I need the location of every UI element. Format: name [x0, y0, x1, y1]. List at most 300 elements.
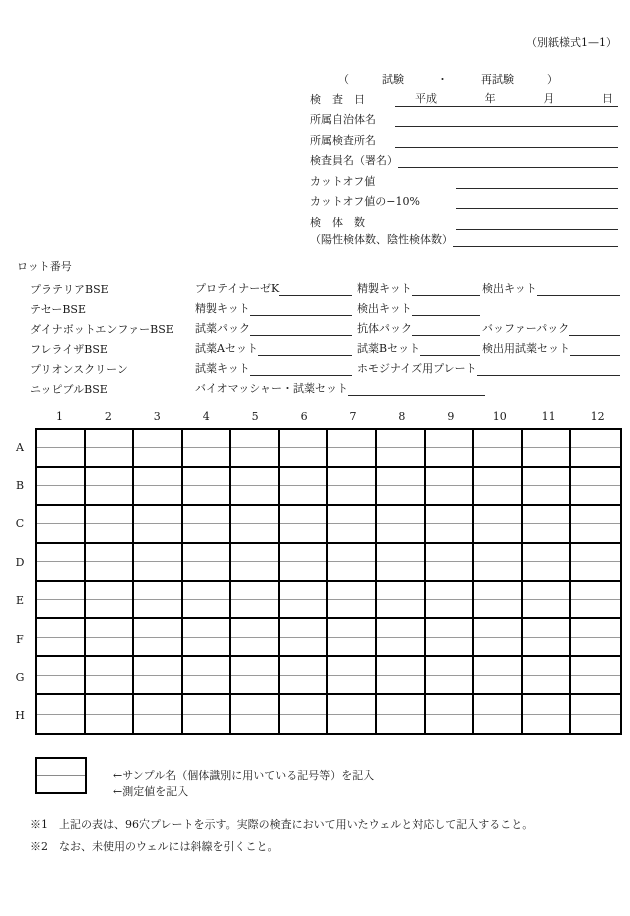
well-H11[interactable] — [523, 695, 572, 733]
well-B2-value-half[interactable] — [86, 486, 133, 503]
well-C1[interactable] — [37, 506, 86, 544]
lot-number-input-line[interactable] — [250, 301, 352, 316]
well-A3[interactable] — [134, 430, 183, 468]
well-B4-sample-half[interactable] — [183, 468, 230, 486]
well-H12-sample-half[interactable] — [571, 695, 620, 714]
well-D11-value-half[interactable] — [523, 562, 570, 579]
well-H11-value-half[interactable] — [523, 715, 570, 733]
well-A9-sample-half[interactable] — [426, 430, 473, 448]
well-C4-sample-half[interactable] — [183, 506, 230, 524]
well-E11-sample-half[interactable] — [523, 582, 570, 600]
well-F12-value-half[interactable] — [571, 638, 620, 655]
well-B10-sample-half[interactable] — [474, 468, 521, 486]
well-H7-sample-half[interactable] — [328, 695, 375, 714]
well-A9[interactable] — [426, 430, 475, 468]
well-E6[interactable] — [280, 582, 329, 620]
well-A8-sample-half[interactable] — [377, 430, 424, 448]
well-H2-sample-half[interactable] — [86, 695, 133, 714]
well-C2-value-half[interactable] — [86, 524, 133, 541]
well-A11[interactable] — [523, 430, 572, 468]
well-F3-value-half[interactable] — [134, 638, 181, 655]
well-D7-value-half[interactable] — [328, 562, 375, 579]
well-C5-sample-half[interactable] — [231, 506, 278, 524]
well-F10-value-half[interactable] — [474, 638, 521, 655]
well-C5[interactable] — [231, 506, 280, 544]
well-E6-value-half[interactable] — [280, 600, 327, 617]
well-D1-sample-half[interactable] — [37, 544, 84, 562]
well-H4-value-half[interactable] — [183, 715, 230, 733]
well-H4-sample-half[interactable] — [183, 695, 230, 714]
well-G5-value-half[interactable] — [231, 676, 278, 693]
well-G12-value-half[interactable] — [571, 676, 620, 693]
well-A4[interactable] — [183, 430, 232, 468]
well-D5-value-half[interactable] — [231, 562, 278, 579]
well-H9[interactable] — [426, 695, 475, 733]
well-A7[interactable] — [328, 430, 377, 468]
well-B5[interactable] — [231, 468, 280, 506]
well-C3-sample-half[interactable] — [134, 506, 181, 524]
well-C9-value-half[interactable] — [426, 524, 473, 541]
well-G7-sample-half[interactable] — [328, 657, 375, 675]
well-B12-sample-half[interactable] — [571, 468, 620, 486]
well-C12-value-half[interactable] — [571, 524, 620, 541]
well-F9-sample-half[interactable] — [426, 619, 473, 637]
well-E5-value-half[interactable] — [231, 600, 278, 617]
well-G3-sample-half[interactable] — [134, 657, 181, 675]
well-E2[interactable] — [86, 582, 135, 620]
well-G1-sample-half[interactable] — [37, 657, 84, 675]
well-D1[interactable] — [37, 544, 86, 582]
well-D2[interactable] — [86, 544, 135, 582]
well-E9-sample-half[interactable] — [426, 582, 473, 600]
well-A3-sample-half[interactable] — [134, 430, 181, 448]
well-B8-sample-half[interactable] — [377, 468, 424, 486]
well-C1-value-half[interactable] — [37, 524, 84, 541]
well-H6-value-half[interactable] — [280, 715, 327, 733]
well-C7-sample-half[interactable] — [328, 506, 375, 524]
well-C8-value-half[interactable] — [377, 524, 424, 541]
well-C4-value-half[interactable] — [183, 524, 230, 541]
well-H1[interactable] — [37, 695, 86, 733]
well-F6-sample-half[interactable] — [280, 619, 327, 637]
well-F10[interactable] — [474, 619, 523, 657]
well-D6-value-half[interactable] — [280, 562, 327, 579]
well-A6-value-half[interactable] — [280, 448, 327, 465]
well-H8[interactable] — [377, 695, 426, 733]
well-G6-sample-half[interactable] — [280, 657, 327, 675]
well-E12-value-half[interactable] — [571, 600, 620, 617]
well-E6-sample-half[interactable] — [280, 582, 327, 600]
well-H1-value-half[interactable] — [37, 715, 84, 733]
well-A2-value-half[interactable] — [86, 448, 133, 465]
well-A10[interactable] — [474, 430, 523, 468]
well-H10-sample-half[interactable] — [474, 695, 521, 714]
well-F1[interactable] — [37, 619, 86, 657]
well-A12-value-half[interactable] — [571, 448, 620, 465]
well-B1-value-half[interactable] — [37, 486, 84, 503]
well-D8-sample-half[interactable] — [377, 544, 424, 562]
well-D4-value-half[interactable] — [183, 562, 230, 579]
well-D9[interactable] — [426, 544, 475, 582]
well-D3-sample-half[interactable] — [134, 544, 181, 562]
well-H7-value-half[interactable] — [328, 715, 375, 733]
well-F6-value-half[interactable] — [280, 638, 327, 655]
field-input-line-cutoff-minus-10pct[interactable] — [456, 191, 618, 209]
well-G7-value-half[interactable] — [328, 676, 375, 693]
well-C4[interactable] — [183, 506, 232, 544]
lot-number-input-line[interactable] — [279, 281, 352, 296]
well-D5-sample-half[interactable] — [231, 544, 278, 562]
well-E1-value-half[interactable] — [37, 600, 84, 617]
well-H9-value-half[interactable] — [426, 715, 473, 733]
well-G11-value-half[interactable] — [523, 676, 570, 693]
well-A6[interactable] — [280, 430, 329, 468]
well-A12[interactable] — [571, 430, 620, 468]
well-A1[interactable] — [37, 430, 86, 468]
well-G3-value-half[interactable] — [134, 676, 181, 693]
well-E7-value-half[interactable] — [328, 600, 375, 617]
well-F4[interactable] — [183, 619, 232, 657]
well-C7-value-half[interactable] — [328, 524, 375, 541]
well-B12-value-half[interactable] — [571, 486, 620, 503]
well-C12-sample-half[interactable] — [571, 506, 620, 524]
well-B10[interactable] — [474, 468, 523, 506]
well-D7-sample-half[interactable] — [328, 544, 375, 562]
well-H5-value-half[interactable] — [231, 715, 278, 733]
well-H2[interactable] — [86, 695, 135, 733]
well-F4-sample-half[interactable] — [183, 619, 230, 637]
well-G6-value-half[interactable] — [280, 676, 327, 693]
well-E8-value-half[interactable] — [377, 600, 424, 617]
well-G9-sample-half[interactable] — [426, 657, 473, 675]
well-H12[interactable] — [571, 695, 620, 733]
well-B3-value-half[interactable] — [134, 486, 181, 503]
well-F6[interactable] — [280, 619, 329, 657]
well-F5-value-half[interactable] — [231, 638, 278, 655]
well-F9-value-half[interactable] — [426, 638, 473, 655]
well-B3[interactable] — [134, 468, 183, 506]
well-C8-sample-half[interactable] — [377, 506, 424, 524]
well-F3-sample-half[interactable] — [134, 619, 181, 637]
well-E7[interactable] — [328, 582, 377, 620]
well-G2-value-half[interactable] — [86, 676, 133, 693]
well-H1-sample-half[interactable] — [37, 695, 84, 714]
well-F9[interactable] — [426, 619, 475, 657]
well-B8[interactable] — [377, 468, 426, 506]
well-A11-value-half[interactable] — [523, 448, 570, 465]
well-A12-sample-half[interactable] — [571, 430, 620, 448]
well-D2-sample-half[interactable] — [86, 544, 133, 562]
well-H8-value-half[interactable] — [377, 715, 424, 733]
well-G6[interactable] — [280, 657, 329, 695]
well-D12-value-half[interactable] — [571, 562, 620, 579]
well-E11[interactable] — [523, 582, 572, 620]
well-B7[interactable] — [328, 468, 377, 506]
well-C10-sample-half[interactable] — [474, 506, 521, 524]
lot-number-input-line[interactable] — [250, 321, 352, 336]
well-D7[interactable] — [328, 544, 377, 582]
well-H11-sample-half[interactable] — [523, 695, 570, 714]
well-F2-value-half[interactable] — [86, 638, 133, 655]
field-input-line-cutoff-value[interactable] — [456, 171, 618, 189]
well-A2[interactable] — [86, 430, 135, 468]
well-F8-sample-half[interactable] — [377, 619, 424, 637]
well-A5[interactable] — [231, 430, 280, 468]
well-C9[interactable] — [426, 506, 475, 544]
well-F4-value-half[interactable] — [183, 638, 230, 655]
well-D10-value-half[interactable] — [474, 562, 521, 579]
well-A7-value-half[interactable] — [328, 448, 375, 465]
well-G11[interactable] — [523, 657, 572, 695]
well-C10-value-half[interactable] — [474, 524, 521, 541]
lot-number-input-line[interactable] — [412, 301, 480, 316]
lot-number-input-line[interactable] — [412, 321, 480, 336]
well-C10[interactable] — [474, 506, 523, 544]
well-F2-sample-half[interactable] — [86, 619, 133, 637]
well-E2-value-half[interactable] — [86, 600, 133, 617]
well-E4-sample-half[interactable] — [183, 582, 230, 600]
well-A11-sample-half[interactable] — [523, 430, 570, 448]
well-C6-value-half[interactable] — [280, 524, 327, 541]
well-C11-value-half[interactable] — [523, 524, 570, 541]
well-E4-value-half[interactable] — [183, 600, 230, 617]
well-H6[interactable] — [280, 695, 329, 733]
field-input-line-municipality-name[interactable] — [395, 109, 618, 127]
field-input-line-inspector-signature[interactable] — [398, 150, 618, 168]
well-A1-value-half[interactable] — [37, 448, 84, 465]
well-D10[interactable] — [474, 544, 523, 582]
well-E1[interactable] — [37, 582, 86, 620]
lot-number-input-line[interactable] — [477, 361, 620, 376]
well-D10-sample-half[interactable] — [474, 544, 521, 562]
well-D11[interactable] — [523, 544, 572, 582]
well-G10-value-half[interactable] — [474, 676, 521, 693]
well-A4-value-half[interactable] — [183, 448, 230, 465]
well-E5-sample-half[interactable] — [231, 582, 278, 600]
well-F2[interactable] — [86, 619, 135, 657]
well-A10-sample-half[interactable] — [474, 430, 521, 448]
well-B6-sample-half[interactable] — [280, 468, 327, 486]
well-B11-value-half[interactable] — [523, 486, 570, 503]
well-C6[interactable] — [280, 506, 329, 544]
well-F11-value-half[interactable] — [523, 638, 570, 655]
field-input-line-sample-count[interactable] — [456, 212, 618, 230]
well-B6-value-half[interactable] — [280, 486, 327, 503]
well-G11-sample-half[interactable] — [523, 657, 570, 675]
well-F12[interactable] — [571, 619, 620, 657]
well-E3-sample-half[interactable] — [134, 582, 181, 600]
well-F8[interactable] — [377, 619, 426, 657]
well-C12[interactable] — [571, 506, 620, 544]
well-E9-value-half[interactable] — [426, 600, 473, 617]
well-H2-value-half[interactable] — [86, 715, 133, 733]
well-G8-value-half[interactable] — [377, 676, 424, 693]
field-input-line-laboratory-name[interactable] — [395, 130, 618, 148]
well-B4[interactable] — [183, 468, 232, 506]
well-G10[interactable] — [474, 657, 523, 695]
well-D3-value-half[interactable] — [134, 562, 181, 579]
lot-number-input-line[interactable] — [420, 341, 480, 356]
well-B11-sample-half[interactable] — [523, 468, 570, 486]
well-C9-sample-half[interactable] — [426, 506, 473, 524]
well-E12[interactable] — [571, 582, 620, 620]
well-C11[interactable] — [523, 506, 572, 544]
well-H6-sample-half[interactable] — [280, 695, 327, 714]
lot-number-input-line[interactable] — [250, 361, 352, 376]
well-D3[interactable] — [134, 544, 183, 582]
well-F11-sample-half[interactable] — [523, 619, 570, 637]
well-F7-value-half[interactable] — [328, 638, 375, 655]
well-G12-sample-half[interactable] — [571, 657, 620, 675]
well-F12-sample-half[interactable] — [571, 619, 620, 637]
well-G8[interactable] — [377, 657, 426, 695]
well-E10-value-half[interactable] — [474, 600, 521, 617]
well-F3[interactable] — [134, 619, 183, 657]
well-F1-value-half[interactable] — [37, 638, 84, 655]
well-E10-sample-half[interactable] — [474, 582, 521, 600]
well-G4-value-half[interactable] — [183, 676, 230, 693]
well-F11[interactable] — [523, 619, 572, 657]
well-D9-sample-half[interactable] — [426, 544, 473, 562]
well-D5[interactable] — [231, 544, 280, 582]
well-D8-value-half[interactable] — [377, 562, 424, 579]
well-F7-sample-half[interactable] — [328, 619, 375, 637]
well-C6-sample-half[interactable] — [280, 506, 327, 524]
well-B2-sample-half[interactable] — [86, 468, 133, 486]
well-C3-value-half[interactable] — [134, 524, 181, 541]
well-B4-value-half[interactable] — [183, 486, 230, 503]
well-G1[interactable] — [37, 657, 86, 695]
well-C1-sample-half[interactable] — [37, 506, 84, 524]
well-E11-value-half[interactable] — [523, 600, 570, 617]
well-C7[interactable] — [328, 506, 377, 544]
well-D2-value-half[interactable] — [86, 562, 133, 579]
well-C2-sample-half[interactable] — [86, 506, 133, 524]
well-A8[interactable] — [377, 430, 426, 468]
well-A4-sample-half[interactable] — [183, 430, 230, 448]
well-H7[interactable] — [328, 695, 377, 733]
well-C3[interactable] — [134, 506, 183, 544]
well-D12[interactable] — [571, 544, 620, 582]
well-F7[interactable] — [328, 619, 377, 657]
well-A5-sample-half[interactable] — [231, 430, 278, 448]
lot-number-input-line[interactable] — [412, 281, 480, 296]
well-E2-sample-half[interactable] — [86, 582, 133, 600]
well-D4-sample-half[interactable] — [183, 544, 230, 562]
well-A3-value-half[interactable] — [134, 448, 181, 465]
well-H5-sample-half[interactable] — [231, 695, 278, 714]
well-A9-value-half[interactable] — [426, 448, 473, 465]
well-B7-value-half[interactable] — [328, 486, 375, 503]
well-G2-sample-half[interactable] — [86, 657, 133, 675]
lot-number-input-line[interactable] — [258, 341, 352, 356]
well-E8-sample-half[interactable] — [377, 582, 424, 600]
well-F5[interactable] — [231, 619, 280, 657]
well-A7-sample-half[interactable] — [328, 430, 375, 448]
lot-number-input-line[interactable] — [570, 341, 620, 356]
well-A2-sample-half[interactable] — [86, 430, 133, 448]
well-E5[interactable] — [231, 582, 280, 620]
well-B9[interactable] — [426, 468, 475, 506]
well-G4-sample-half[interactable] — [183, 657, 230, 675]
well-G5[interactable] — [231, 657, 280, 695]
well-C8[interactable] — [377, 506, 426, 544]
well-D6[interactable] — [280, 544, 329, 582]
well-H9-sample-half[interactable] — [426, 695, 473, 714]
well-H3[interactable] — [134, 695, 183, 733]
well-B8-value-half[interactable] — [377, 486, 424, 503]
well-F10-sample-half[interactable] — [474, 619, 521, 637]
well-E1-sample-half[interactable] — [37, 582, 84, 600]
well-D11-sample-half[interactable] — [523, 544, 570, 562]
well-A6-sample-half[interactable] — [280, 430, 327, 448]
well-B2[interactable] — [86, 468, 135, 506]
well-B12[interactable] — [571, 468, 620, 506]
well-A5-value-half[interactable] — [231, 448, 278, 465]
well-A10-value-half[interactable] — [474, 448, 521, 465]
well-G9-value-half[interactable] — [426, 676, 473, 693]
well-B1-sample-half[interactable] — [37, 468, 84, 486]
well-H12-value-half[interactable] — [571, 715, 620, 733]
well-E10[interactable] — [474, 582, 523, 620]
well-F1-sample-half[interactable] — [37, 619, 84, 637]
well-C2[interactable] — [86, 506, 135, 544]
well-D6-sample-half[interactable] — [280, 544, 327, 562]
well-E3[interactable] — [134, 582, 183, 620]
well-G5-sample-half[interactable] — [231, 657, 278, 675]
lot-number-input-line[interactable] — [537, 281, 620, 296]
well-H3-value-half[interactable] — [134, 715, 181, 733]
well-E9[interactable] — [426, 582, 475, 620]
well-G4[interactable] — [183, 657, 232, 695]
well-A1-sample-half[interactable] — [37, 430, 84, 448]
well-G8-sample-half[interactable] — [377, 657, 424, 675]
well-C5-value-half[interactable] — [231, 524, 278, 541]
well-B3-sample-half[interactable] — [134, 468, 181, 486]
lot-number-input-line[interactable] — [569, 321, 620, 336]
well-D9-value-half[interactable] — [426, 562, 473, 579]
well-B7-sample-half[interactable] — [328, 468, 375, 486]
well-H8-sample-half[interactable] — [377, 695, 424, 714]
well-D4[interactable] — [183, 544, 232, 582]
well-F8-value-half[interactable] — [377, 638, 424, 655]
well-A8-value-half[interactable] — [377, 448, 424, 465]
well-E8[interactable] — [377, 582, 426, 620]
well-H5[interactable] — [231, 695, 280, 733]
well-E7-sample-half[interactable] — [328, 582, 375, 600]
well-D12-sample-half[interactable] — [571, 544, 620, 562]
well-E4[interactable] — [183, 582, 232, 620]
well-G12[interactable] — [571, 657, 620, 695]
well-B5-sample-half[interactable] — [231, 468, 278, 486]
well-D8[interactable] — [377, 544, 426, 582]
well-F5-sample-half[interactable] — [231, 619, 278, 637]
well-H3-sample-half[interactable] — [134, 695, 181, 714]
field-input-line-positive-negative-counts[interactable] — [453, 229, 618, 247]
well-B10-value-half[interactable] — [474, 486, 521, 503]
well-G10-sample-half[interactable] — [474, 657, 521, 675]
well-G9[interactable] — [426, 657, 475, 695]
well-B1[interactable] — [37, 468, 86, 506]
well-H10[interactable] — [474, 695, 523, 733]
well-G3[interactable] — [134, 657, 183, 695]
well-H10-value-half[interactable] — [474, 715, 521, 733]
well-E12-sample-half[interactable] — [571, 582, 620, 600]
well-C11-sample-half[interactable] — [523, 506, 570, 524]
well-B5-value-half[interactable] — [231, 486, 278, 503]
well-G7[interactable] — [328, 657, 377, 695]
well-H4[interactable] — [183, 695, 232, 733]
